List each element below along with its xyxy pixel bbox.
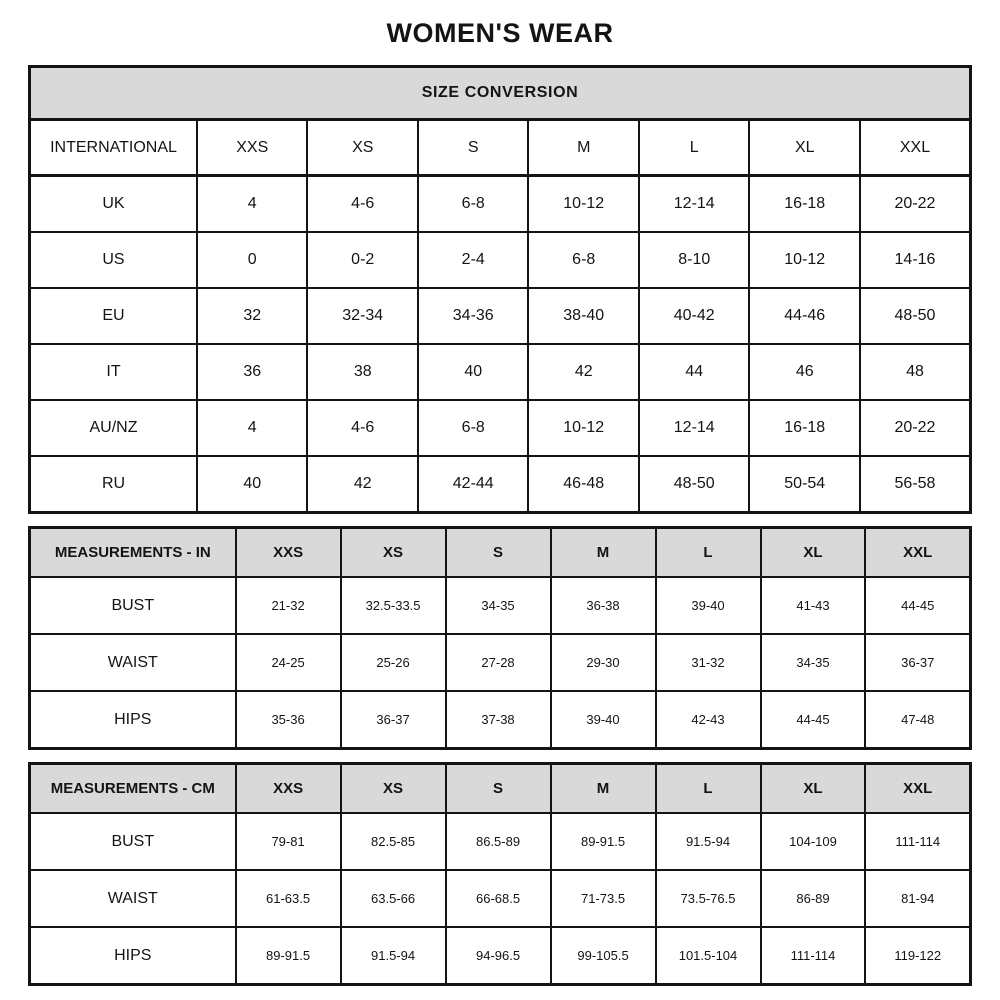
size-column-header: S bbox=[446, 764, 551, 814]
size-column-header: L bbox=[639, 120, 750, 176]
value-cell: 40 bbox=[197, 456, 308, 513]
value-cell: 37-38 bbox=[446, 691, 551, 749]
size-column-header: M bbox=[528, 120, 639, 176]
value-cell: 10-12 bbox=[749, 232, 860, 288]
value-cell: 4-6 bbox=[307, 176, 418, 233]
size-column-header: M bbox=[551, 528, 656, 578]
table-row bbox=[30, 691, 971, 749]
measure-label: HIPS bbox=[30, 691, 236, 749]
value-cell: 44-45 bbox=[761, 691, 866, 749]
value-cell: 6-8 bbox=[418, 400, 529, 456]
value-cell: 40-42 bbox=[639, 288, 750, 344]
table-row bbox=[30, 288, 971, 344]
value-cell: 104-109 bbox=[761, 813, 866, 870]
size-column-header: XXL bbox=[865, 764, 970, 814]
page-title: WOMEN'S WEAR bbox=[386, 18, 614, 48]
size-column-header: XS bbox=[341, 528, 446, 578]
size-column-header: M bbox=[551, 764, 656, 814]
table-row bbox=[30, 927, 971, 985]
value-cell: 29-30 bbox=[551, 634, 656, 691]
measure-label: BUST bbox=[30, 577, 236, 634]
size-column-header: XS bbox=[307, 120, 418, 176]
value-cell: 101.5-104 bbox=[656, 927, 761, 985]
value-cell: 32-34 bbox=[307, 288, 418, 344]
table-row bbox=[30, 577, 971, 634]
value-cell: 119-122 bbox=[865, 927, 970, 985]
region-label: US bbox=[30, 232, 197, 288]
value-cell: 89-91.5 bbox=[236, 927, 341, 985]
value-cell: 79-81 bbox=[236, 813, 341, 870]
region-label: EU bbox=[30, 288, 197, 344]
region-label: IT bbox=[30, 344, 197, 400]
value-cell: 21-32 bbox=[236, 577, 341, 634]
size-column-header: XXS bbox=[236, 528, 341, 578]
region-label: UK bbox=[30, 176, 197, 233]
value-cell: 86-89 bbox=[761, 870, 866, 927]
value-cell: 27-28 bbox=[446, 634, 551, 691]
table-row bbox=[30, 634, 971, 691]
value-cell: 50-54 bbox=[749, 456, 860, 513]
value-cell: 91.5-94 bbox=[341, 927, 446, 985]
value-cell: 10-12 bbox=[528, 400, 639, 456]
value-cell: 25-26 bbox=[341, 634, 446, 691]
region-label: RU bbox=[30, 456, 197, 513]
value-cell: 48-50 bbox=[639, 456, 750, 513]
value-cell: 4 bbox=[197, 176, 308, 233]
value-cell: 6-8 bbox=[528, 232, 639, 288]
value-cell: 14-16 bbox=[860, 232, 971, 288]
value-cell: 24-25 bbox=[236, 634, 341, 691]
measure-label: HIPS bbox=[30, 927, 236, 985]
table-row bbox=[30, 870, 971, 927]
value-cell: 111-114 bbox=[865, 813, 970, 870]
value-cell: 56-58 bbox=[860, 456, 971, 513]
value-cell: 39-40 bbox=[656, 577, 761, 634]
measurements-in-table bbox=[28, 526, 972, 750]
table-row bbox=[30, 400, 971, 456]
size-column-header: XS bbox=[341, 764, 446, 814]
value-cell: 89-91.5 bbox=[551, 813, 656, 870]
value-cell: 46 bbox=[749, 344, 860, 400]
value-cell: 81-94 bbox=[865, 870, 970, 927]
measure-label: WAIST bbox=[30, 634, 236, 691]
value-cell: 86.5-89 bbox=[446, 813, 551, 870]
value-cell: 6-8 bbox=[418, 176, 529, 233]
measurements-cm-table bbox=[28, 762, 972, 986]
value-cell: 39-40 bbox=[551, 691, 656, 749]
international-column-header: INTERNATIONAL bbox=[30, 120, 197, 176]
value-cell: 34-35 bbox=[446, 577, 551, 634]
size-column-header: XXS bbox=[197, 120, 308, 176]
value-cell: 46-48 bbox=[528, 456, 639, 513]
value-cell: 12-14 bbox=[639, 400, 750, 456]
value-cell: 40 bbox=[418, 344, 529, 400]
measure-label: WAIST bbox=[30, 870, 236, 927]
table-row bbox=[30, 456, 971, 513]
value-cell: 8-10 bbox=[639, 232, 750, 288]
value-cell: 35-36 bbox=[236, 691, 341, 749]
size-column-header: XXS bbox=[236, 764, 341, 814]
value-cell: 44-46 bbox=[749, 288, 860, 344]
value-cell: 16-18 bbox=[749, 400, 860, 456]
size-column-header: S bbox=[446, 528, 551, 578]
region-label: AU/NZ bbox=[30, 400, 197, 456]
measurements-header-cell: MEASUREMENTS - IN bbox=[30, 528, 236, 578]
value-cell: 32.5-33.5 bbox=[341, 577, 446, 634]
table-title-cell: SIZE CONVERSION bbox=[30, 67, 971, 120]
size-column-header: XL bbox=[761, 528, 866, 578]
value-cell: 41-43 bbox=[761, 577, 866, 634]
table-row bbox=[30, 344, 971, 400]
value-cell: 44 bbox=[639, 344, 750, 400]
value-cell: 38-40 bbox=[528, 288, 639, 344]
size-column-header: XL bbox=[761, 764, 866, 814]
measure-label: BUST bbox=[30, 813, 236, 870]
value-cell: 4-6 bbox=[307, 400, 418, 456]
size-column-header: S bbox=[418, 120, 529, 176]
value-cell: 34-36 bbox=[418, 288, 529, 344]
value-cell: 91.5-94 bbox=[656, 813, 761, 870]
value-cell: 20-22 bbox=[860, 176, 971, 233]
value-cell: 36-37 bbox=[341, 691, 446, 749]
value-cell: 66-68.5 bbox=[446, 870, 551, 927]
size-column-header: XXL bbox=[860, 120, 971, 176]
value-cell: 61-63.5 bbox=[236, 870, 341, 927]
value-cell: 36 bbox=[197, 344, 308, 400]
value-cell: 20-22 bbox=[860, 400, 971, 456]
value-cell: 99-105.5 bbox=[551, 927, 656, 985]
value-cell: 0 bbox=[197, 232, 308, 288]
measurements-header-cell: MEASUREMENTS - CM bbox=[30, 764, 236, 814]
table-row bbox=[30, 176, 971, 233]
value-cell: 42 bbox=[528, 344, 639, 400]
value-cell: 2-4 bbox=[418, 232, 529, 288]
value-cell: 36-38 bbox=[551, 577, 656, 634]
value-cell: 12-14 bbox=[639, 176, 750, 233]
value-cell: 42-43 bbox=[656, 691, 761, 749]
value-cell: 0-2 bbox=[307, 232, 418, 288]
value-cell: 48-50 bbox=[860, 288, 971, 344]
table-row bbox=[30, 813, 971, 870]
value-cell: 4 bbox=[197, 400, 308, 456]
value-cell: 10-12 bbox=[528, 176, 639, 233]
value-cell: 32 bbox=[197, 288, 308, 344]
table-row bbox=[30, 232, 971, 288]
value-cell: 38 bbox=[307, 344, 418, 400]
value-cell: 42-44 bbox=[418, 456, 529, 513]
value-cell: 31-32 bbox=[656, 634, 761, 691]
value-cell: 94-96.5 bbox=[446, 927, 551, 985]
size-column-header: XL bbox=[749, 120, 860, 176]
size-column-header: XXL bbox=[865, 528, 970, 578]
value-cell: 16-18 bbox=[749, 176, 860, 233]
value-cell: 34-35 bbox=[761, 634, 866, 691]
value-cell: 36-37 bbox=[865, 634, 970, 691]
size-column-header: L bbox=[656, 764, 761, 814]
value-cell: 82.5-85 bbox=[341, 813, 446, 870]
value-cell: 48 bbox=[860, 344, 971, 400]
value-cell: 44-45 bbox=[865, 577, 970, 634]
size-conversion-table bbox=[28, 65, 972, 514]
size-column-header: L bbox=[656, 528, 761, 578]
value-cell: 111-114 bbox=[761, 927, 866, 985]
value-cell: 47-48 bbox=[865, 691, 970, 749]
value-cell: 73.5-76.5 bbox=[656, 870, 761, 927]
value-cell: 63.5-66 bbox=[341, 870, 446, 927]
value-cell: 71-73.5 bbox=[551, 870, 656, 927]
value-cell: 42 bbox=[307, 456, 418, 513]
